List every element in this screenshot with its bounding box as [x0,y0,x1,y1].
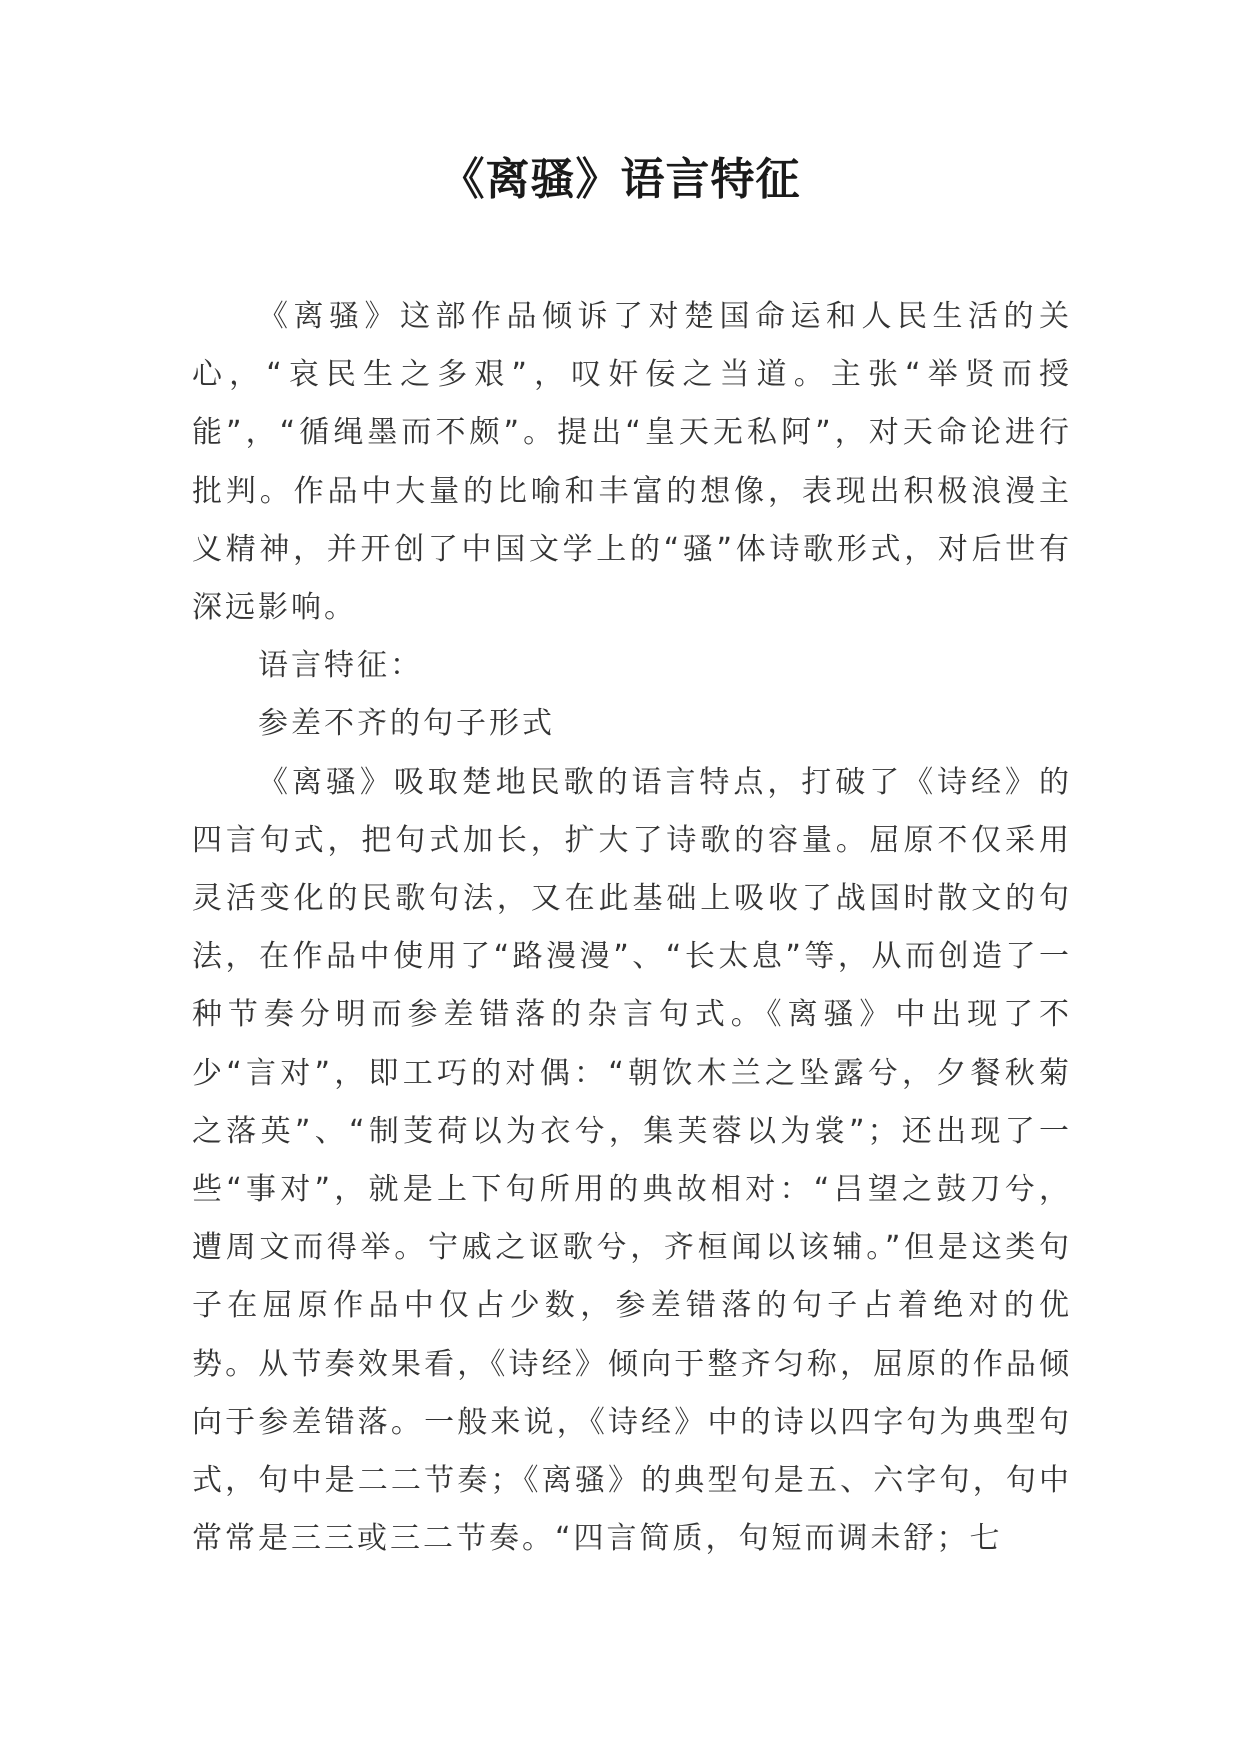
paragraph-main: 《离骚》吸取楚地民歌的语言特点，打破了《诗经》的四言句式，把句式加长，扩大了诗歌的容量。屈原不仅采用灵活变化的民歌句法，又在此基础上吸收了战国时散文的句法，在作品中使用了“路漫漫”、“长太息”等，从而创造了一种节奏分明而参差错落的杂言句式。《离骚》中出现了不少“言对”，即工巧的对偶：“朝饮木兰之坠露兮，夕餐秋菊之落英”、“制芰荷以为衣兮，集芙蓉以为裳”；还出现了一些“事对”，就是上下句所用的典故相对：“吕望之鼓刀兮，遭周文而得举。宁戚之讴歌兮，齐桓闻以该辅。”但是这类句子在屈原作品中仅占少数，参差错落的句子占着绝对的优势。从节奏效果看，《诗经》倾向于整齐匀称，屈原的作品倾向于参差错落。一般来说，《诗经》中的诗以四字句为典型句式，句中是二二节奏；《离骚》的典型句是五、六字句，句中常常是三三或三二节奏。“四言简质，句短而调未舒；七 [192,764,1072,1557]
document-body [192,288,1072,1568]
paragraph-intro: 《离骚》这部作品倾诉了对楚国命运和人民生活的关心，“哀民生之多艰”，叹奸佞之当道。主张“举贤而授能”，“循绳墨而不颇”。提出“皇天无私阿”，对天命论进行批判。作品中大量的比喻和丰富的想像，表现出积极浪漫主义精神，并开创了中国文学上的“骚”体诗歌形式，对后世有深远影响。 [192,299,1072,626]
paragraph-subheading: 参差不齐的句子形式 [258,706,555,742]
paragraph-section-label: 语言特征： [258,648,423,684]
document-title: 《离骚》语言特征 [440,154,801,205]
